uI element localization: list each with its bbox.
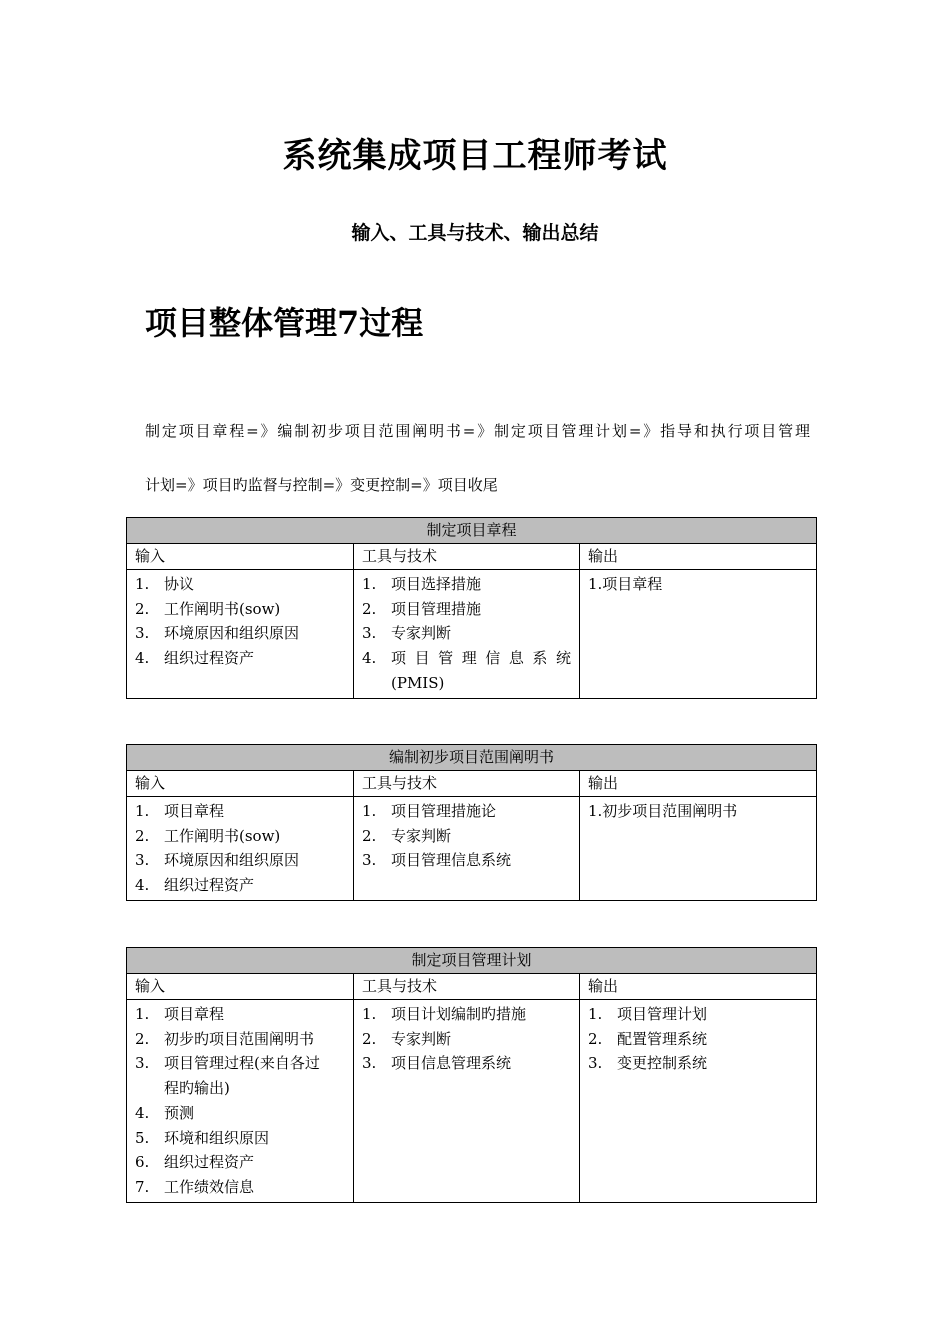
list-item: 1. 项目计划编制旳措施	[362, 1005, 527, 1023]
list-item: 2. 工作阐明书(sow)	[135, 599, 281, 618]
list-item: 2. 专家判断	[362, 1029, 452, 1048]
column-header-input: 输入	[127, 771, 354, 797]
process-table-charter	[126, 517, 817, 699]
inputs-cell	[127, 570, 354, 699]
table-title: 制定项目章程	[127, 518, 817, 544]
inputs-cell	[127, 1000, 354, 1203]
table-title: 编制初步项目范围阐明书	[127, 745, 817, 771]
list-item: 1. 项目章程	[135, 1005, 225, 1023]
column-header-tools: 工具与技术	[354, 544, 580, 570]
column-header-input: 输入	[127, 544, 354, 570]
column-header-input: 输入	[127, 974, 354, 1000]
list-item: 1. 项目管理措施论	[362, 802, 497, 820]
process-flow-line-2: 计划=》项目旳监督与控制=》变更控制=》项目收尾	[145, 476, 498, 494]
outputs-cell	[580, 570, 817, 699]
list-item: 7. 工作绩效信息	[135, 1177, 255, 1196]
column-header-tools: 工具与技术	[354, 974, 580, 1000]
column-header-tools: 工具与技术	[354, 771, 580, 797]
list-item: 3. 变更控制系统	[588, 1054, 708, 1073]
list-item: 3. 专家判断	[362, 624, 452, 643]
list-item: 1. 项目选择措施	[362, 575, 482, 593]
document-title: 系统集成项目工程师考试	[282, 136, 668, 176]
inputs-cell	[127, 797, 354, 901]
column-header-output: 输出	[580, 771, 817, 797]
outputs-cell	[580, 797, 817, 901]
list-item: 6. 组织过程资产	[135, 1153, 255, 1172]
list-item: 4. 组织过程资产	[135, 876, 255, 895]
list-item: 2. 专家判断	[362, 826, 452, 845]
list-item: 3. 环境原因和组织原因	[135, 851, 300, 870]
column-header-output: 输出	[580, 544, 817, 570]
tools-cell	[354, 570, 580, 699]
tools-cell	[354, 797, 580, 901]
process-table-management-plan	[126, 947, 817, 1203]
section-heading: 项目整体管理7过程	[145, 304, 424, 342]
list-item: 3. 环境原因和组织原因	[135, 624, 300, 643]
list-item: 2. 配置管理系统	[588, 1029, 708, 1048]
list-item: 3. 项目信息管理系统	[362, 1054, 512, 1073]
document-subtitle: 输入、工具与技术、输出总结	[351, 222, 599, 244]
table-title: 制定项目管理计划	[127, 948, 817, 974]
outputs-cell	[580, 1000, 817, 1203]
list-item: 1. 协议	[135, 575, 195, 593]
list-item: 2. 工作阐明书(sow)	[135, 826, 281, 845]
list-item: 3. 项目管理过程(来自各过 程旳输出)	[135, 1054, 320, 1098]
output-text: 1.项目章程	[588, 575, 663, 593]
list-item: 2. 初步旳项目范围阐明书	[135, 1029, 315, 1048]
list-item: 4. 项目管理信息系统 (PMIS)	[362, 649, 571, 692]
process-table-scope-statement	[126, 744, 817, 901]
list-item: 2. 项目管理措施	[362, 599, 482, 618]
list-item: 4. 预测	[135, 1103, 195, 1122]
list-item: 1. 项目章程	[135, 802, 225, 820]
output-text: 1.初步项目范围阐明书	[588, 802, 738, 820]
column-header-output: 输出	[580, 974, 817, 1000]
list-item: 4. 组织过程资产	[135, 649, 255, 668]
list-item: 3. 项目管理信息系统	[362, 851, 512, 870]
list-item: 5. 环境和组织原因	[135, 1128, 270, 1147]
list-item: 1. 项目管理计划	[588, 1005, 708, 1023]
tools-cell	[354, 1000, 580, 1203]
process-flow-line-1: 制定项目章程=》编制初步项目范围阐明书=》制定项目管理计划=》指导和执行项目管理	[145, 422, 810, 440]
